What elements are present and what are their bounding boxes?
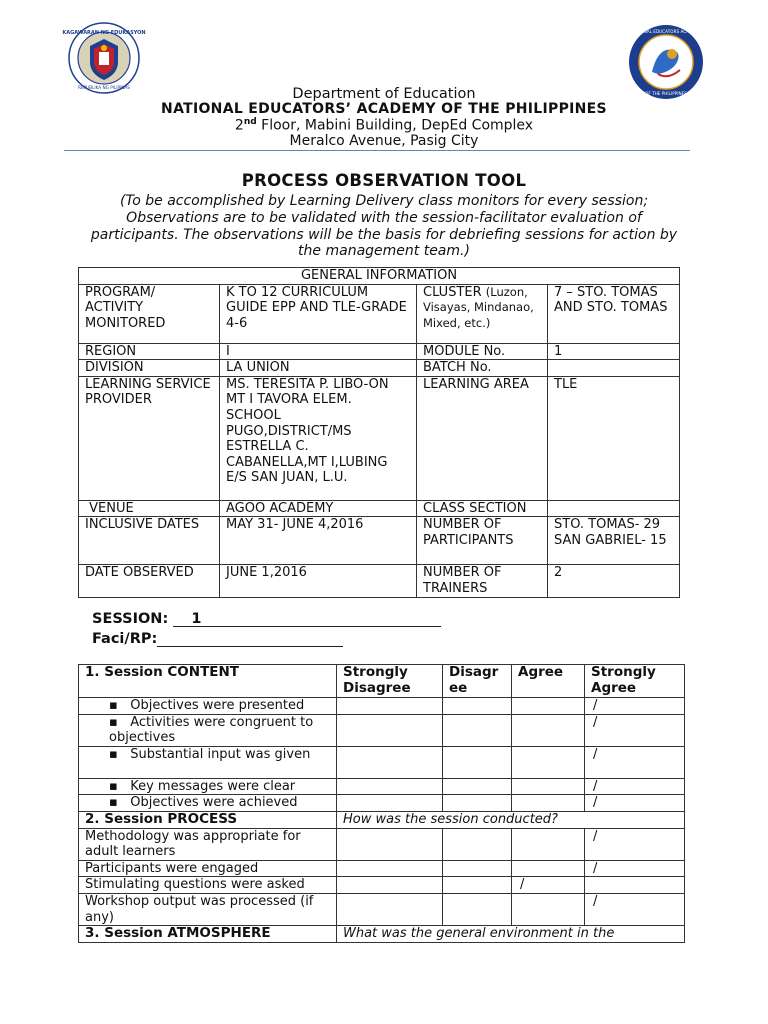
general-info-heading: GENERAL INFORMATION xyxy=(79,268,680,285)
deped-seal-logo xyxy=(62,22,146,94)
venue-value: AGOO ACADEMY xyxy=(220,500,417,517)
col-disagree: Disagr ee xyxy=(443,665,512,698)
svg-text:OF THE PHILIPPINES: OF THE PHILIPPINES xyxy=(645,91,687,96)
col-strongly-agree: Strongly Agree xyxy=(585,665,685,698)
header-divider xyxy=(64,150,690,151)
content-item: ▪ Substantial input was given xyxy=(79,746,337,778)
svg-text:REPUBLIKA NG PILIPINAS: REPUBLIKA NG PILIPINAS xyxy=(78,85,130,90)
rating-mark: / xyxy=(585,828,685,860)
section-content-heading: 1. Session CONTENT xyxy=(79,665,337,698)
inclusive-dates-value: MAY 31- JUNE 4,2016 xyxy=(220,517,417,565)
inclusive-dates-label: INCLUSIVE DATES xyxy=(79,517,220,565)
content-item: ▪ Key messages were clear xyxy=(79,778,337,795)
date-observed-label: DATE OBSERVED xyxy=(79,565,220,597)
col-strongly-disagree: Strongly Disagree xyxy=(337,665,443,698)
academy-name: NATIONAL EDUCATORS’ ACADEMY OF THE PHILIPPINES xyxy=(161,101,607,117)
rating-mark: / xyxy=(585,698,685,715)
address-line-2: Meralco Avenue, Pasig City xyxy=(289,133,479,149)
date-observed-value: JUNE 1,2016 xyxy=(220,565,417,597)
address-line-1: 2nd Floor, Mabini Building, DepEd Complex xyxy=(234,117,534,134)
lsp-value: MS. TERESITA P. LIBO-ON MT I TAVORA ELEM. SCHOOL PUGO,DISTRICT/MS ESTRELLA C. CABANELLA,MT I,LUBING E/S SAN JUAN, L.U. xyxy=(220,376,417,500)
class-section-label: CLASS SECTION xyxy=(417,500,548,517)
content-item: ▪ Objectives were achieved xyxy=(79,795,337,812)
trainers-label: NUMBER OF TRAINERS xyxy=(417,565,548,597)
region-value: I xyxy=(220,343,417,360)
svg-text:KAGAWARAN NG EDUKASYON: KAGAWARAN NG EDUKASYON xyxy=(62,30,146,36)
content-item: ▪ Objectives were presented xyxy=(79,698,337,715)
batch-value xyxy=(548,360,680,377)
process-item: Stimulating questions were asked xyxy=(79,877,337,894)
class-section-value xyxy=(548,500,680,517)
participants-label: NUMBER OF PARTICIPANTS xyxy=(417,517,548,565)
document-title: PROCESS OBSERVATION TOOL xyxy=(241,171,527,190)
col-agree: Agree xyxy=(512,665,585,698)
session-label: SESSION: xyxy=(92,611,169,627)
content-item: ▪ Activities were congruent to objectives xyxy=(79,714,337,746)
rating-mark: / xyxy=(585,714,685,746)
cluster-value: 7 – STO. TOMAS AND STO. TOMAS xyxy=(548,284,680,343)
region-label: REGION xyxy=(79,343,220,360)
bullet-icon: ▪ xyxy=(109,778,118,794)
module-value: 1 xyxy=(548,343,680,360)
rating-mark: / xyxy=(585,778,685,795)
learning-area-label: LEARNING AREA xyxy=(417,376,548,500)
bullet-icon: ▪ xyxy=(109,795,118,811)
bullet-icon: ▪ xyxy=(109,714,118,730)
participants-value: STO. TOMAS- 29 SAN GABRIEL- 15 xyxy=(548,517,680,565)
bullet-icon: ▪ xyxy=(109,698,118,713)
rating-mark: / xyxy=(512,877,585,894)
batch-label: BATCH No. xyxy=(417,360,548,377)
observation-table xyxy=(78,664,685,943)
general-information-table xyxy=(78,267,680,598)
section-atmosphere-question: What was the general environment in the xyxy=(337,926,685,943)
rating-mark: / xyxy=(585,795,685,812)
section-process-heading: 2. Session PROCESS xyxy=(79,811,337,828)
venue-label: VENUE xyxy=(79,500,220,517)
division-value: LA UNION xyxy=(220,360,417,377)
rating-mark: / xyxy=(585,893,685,925)
program-value: K TO 12 CURRICULUM GUIDE EPP AND TLE-GRADE 4-6 xyxy=(220,284,417,343)
department-name: Department of Education xyxy=(292,86,476,102)
rating-mark: / xyxy=(585,860,685,877)
session-field xyxy=(92,611,441,627)
division-label: DIVISION xyxy=(79,360,220,377)
process-item: Participants were engaged xyxy=(79,860,337,877)
faci-field xyxy=(92,631,343,647)
faci-value xyxy=(157,631,343,647)
trainers-value: 2 xyxy=(548,565,680,597)
cluster-label: CLUSTER (Luzon, Visayas, Mindanao, Mixed, etc.) xyxy=(417,284,548,343)
module-label: MODULE No. xyxy=(417,343,548,360)
svg-text:NATIONAL EDUCATORS ACADEMY: NATIONAL EDUCATORS ACADEMY xyxy=(630,29,702,34)
faci-label: Faci/RP: xyxy=(92,631,158,647)
section-atmosphere-heading: 3. Session ATMOSPHERE xyxy=(79,926,337,943)
program-label: PROGRAM/ ACTIVITY MONITORED xyxy=(79,284,220,343)
learning-area-value: TLE xyxy=(548,376,680,500)
rating-mark: / xyxy=(585,746,685,778)
document-instructions: (To be accomplished by Learning Delivery class monitors for every session; Observations are to be validated with the session-facilitator evaluation of participants. The observations will be the basis for debriefing sessions for action by the management team.) xyxy=(90,193,678,260)
session-number: 1 xyxy=(191,611,202,627)
process-item: Workshop output was processed (if any) xyxy=(79,893,337,925)
lsp-label: LEARNING SERVICE PROVIDER xyxy=(79,376,220,500)
section-process-question: How was the session conducted? xyxy=(337,811,685,828)
process-item: Methodology was appropriate for adult learners xyxy=(79,828,337,860)
bullet-icon: ▪ xyxy=(109,746,118,762)
